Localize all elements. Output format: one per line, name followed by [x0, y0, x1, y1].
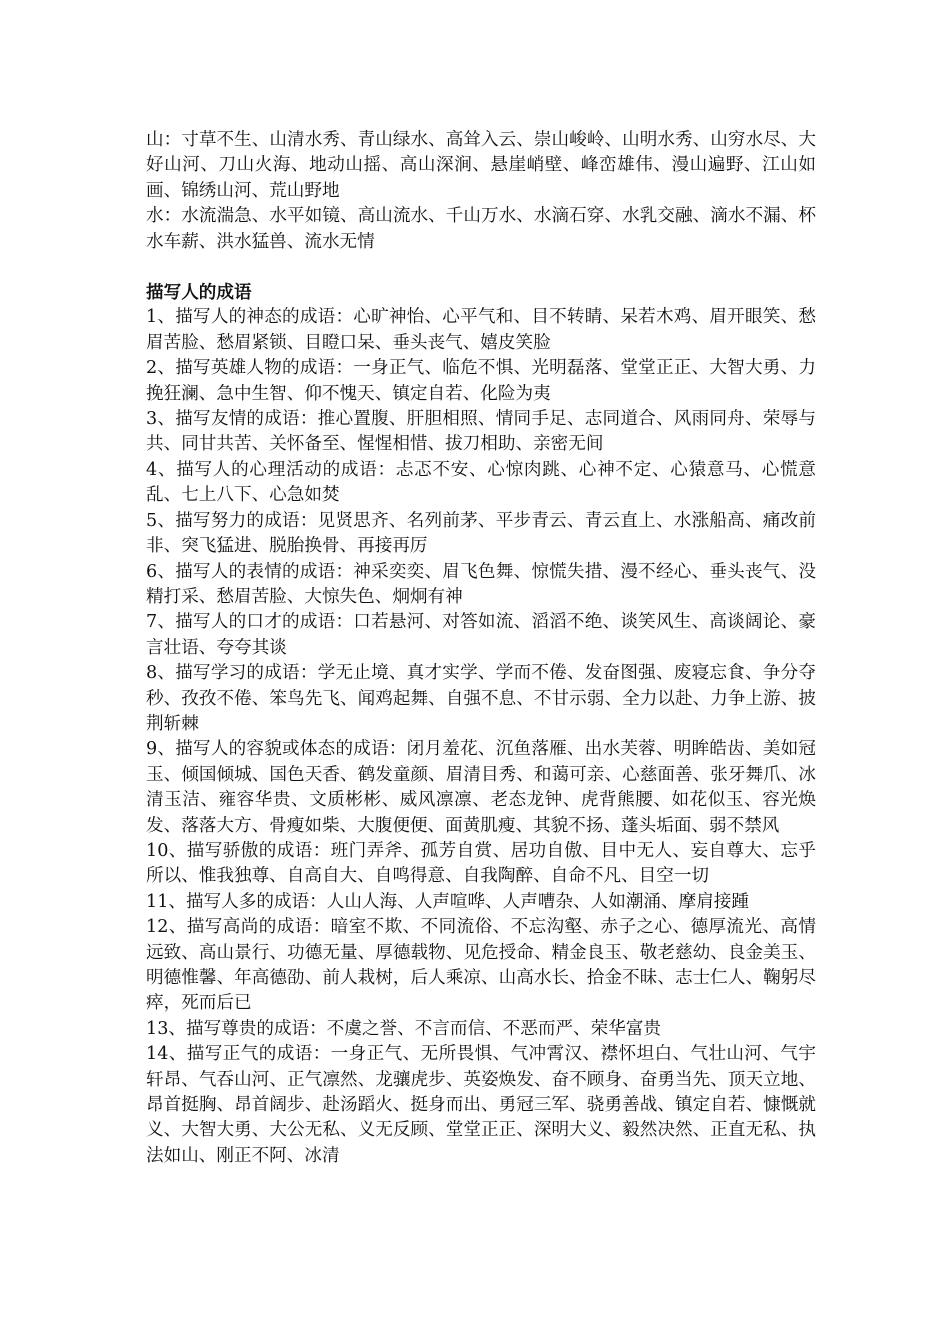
list-item: 2、描写英雄人物的成语：一身正气、临危不惧、光明磊落、堂堂正正、大智大勇、力挽狂澜、急中生智、仰不愧天、镇定自若、化险为夷 — [146, 358, 816, 404]
list-item: 4、描写人的心理活动的成语：忐忑不安、心惊肉跳、心神不定、心猿意马、心慌意乱、七上八下、心急如焚 — [146, 459, 816, 506]
mountain-idioms: 山：寸草不生、山清水秀、青山绿水、高耸入云、崇山峻岭、山明水秀、山穷水尽、大好山河、刀山火海、地动山摇、高山深涧、悬崖峭壁、峰峦雄伟、漫山遍野、江山如画、锦绣山河、荒山野地 — [146, 130, 816, 201]
list-item: 10、描写骄傲的成语：班门弄斧、孤芳自赏、居功自傲、目中无人、妄自尊大、忘乎所以、惟我独尊、自高自大、自鸣得意、自我陶醉、自命不凡、目空一切 — [146, 840, 816, 887]
paragraph-gap — [146, 255, 816, 280]
list-item: 11、描写人多的成语：人山人海、人声喧哗、人声嘈杂、人如潮涌、摩肩接踵 — [146, 891, 749, 912]
list-item: 1、描写人的神态的成语：心旷神怡、心平气和、目不转睛、呆若木鸡、眉开眼笑、愁眉苦脸、愁眉紧锁、目瞪口呆、垂头丧气、嬉皮笑脸 — [146, 307, 816, 353]
list-item: 12、描写高尚的成语：暗室不欺、不同流俗、不忘沟壑、赤子之心、德厚流光、高情远致、高山景行、功德无量、厚德载物、见危授命、精金良玉、敬老慈幼、良金美玉、明德惟馨、年高德劭、前人栽树，后人乘凉、山高水长、拾金不昧、志士仁人、鞠躬尽瘁，死而后已 — [146, 917, 816, 1014]
section-heading: 描写人的成语 — [146, 282, 252, 304]
list-item: 8、描写学习的成语：学无止境、真才实学、学而不倦、发奋图强、废寝忘食、争分夺秒、孜孜不倦、笨鸟先飞、闻鸡起舞、自强不息、不甘示弱、全力以赴、力争上游、披荆斩棘 — [146, 663, 816, 734]
list-item: 5、描写努力的成语：见贤思齐、名列前茅、平步青云、青云直上、水涨船高、痛改前非、突飞猛进、脱胎换骨、再接再厉 — [146, 510, 816, 557]
list-item: 7、描写人的口才的成语：口若悬河、对答如流、滔滔不绝、谈笑风生、高谈阔论、豪言壮语、夸夸其谈 — [146, 612, 816, 658]
document-page — [146, 128, 816, 1169]
water-idioms: 水：水流湍急、水平如镜、高山流水、千山万水、水滴石穿、水乳交融、滴水不漏、杯水车薪、洪水猛兽、流水无情 — [146, 206, 816, 252]
list-item: 9、描写人的容貌或体态的成语：闭月羞花、沉鱼落雁、出水芙蓉、明眸皓齿、美如冠玉、倾国倾城、国色天香、鹤发童颜、眉清目秀、和蔼可亲、心慈面善、张牙舞爪、冰清玉洁、雍容华贵、文质彬彬、威风凛凛、老态龙钟、虎背熊腰、如花似玉、容光焕发、落落大方、骨瘦如柴、大腹便便、面黄肌瘦、其貌不扬、蓬头垢面、弱不禁风 — [146, 739, 816, 836]
list-item: 6、描写人的表情的成语：神采奕奕、眉飞色舞、惊慌失措、漫不经心、垂头丧气、没精打采、愁眉苦脸、大惊失色、炯炯有神 — [146, 561, 816, 607]
list-item: 14、描写正气的成语：一身正气、无所畏惧、气冲霄汉、襟怀坦白、气壮山河、气宇轩昂、气吞山河、正气凛然、龙骧虎步、英姿焕发、奋不顾身、奋勇当先、顶天立地、昂首挺胸、昂首阔步、赴汤蹈火、挺身而出、勇冠三军、骁勇善战、镇定自若、慷慨就义、大智大勇、大公无私、义无反顾、堂堂正正、深明大义、毅然决然、正直无私、执法如山、刚正不阿、冰清 — [146, 1044, 816, 1166]
list-item: 3、描写友情的成语：推心置腹、肝胆相照、情同手足、志同道合、风雨同舟、荣辱与共、同甘共苦、关怀备至、惺惺相惜、拔刀相助、亲密无间 — [146, 409, 816, 455]
list-item: 13、描写尊贵的成语：不虞之誉、不言而信、不恶而严、荣华富贵 — [146, 1018, 662, 1039]
